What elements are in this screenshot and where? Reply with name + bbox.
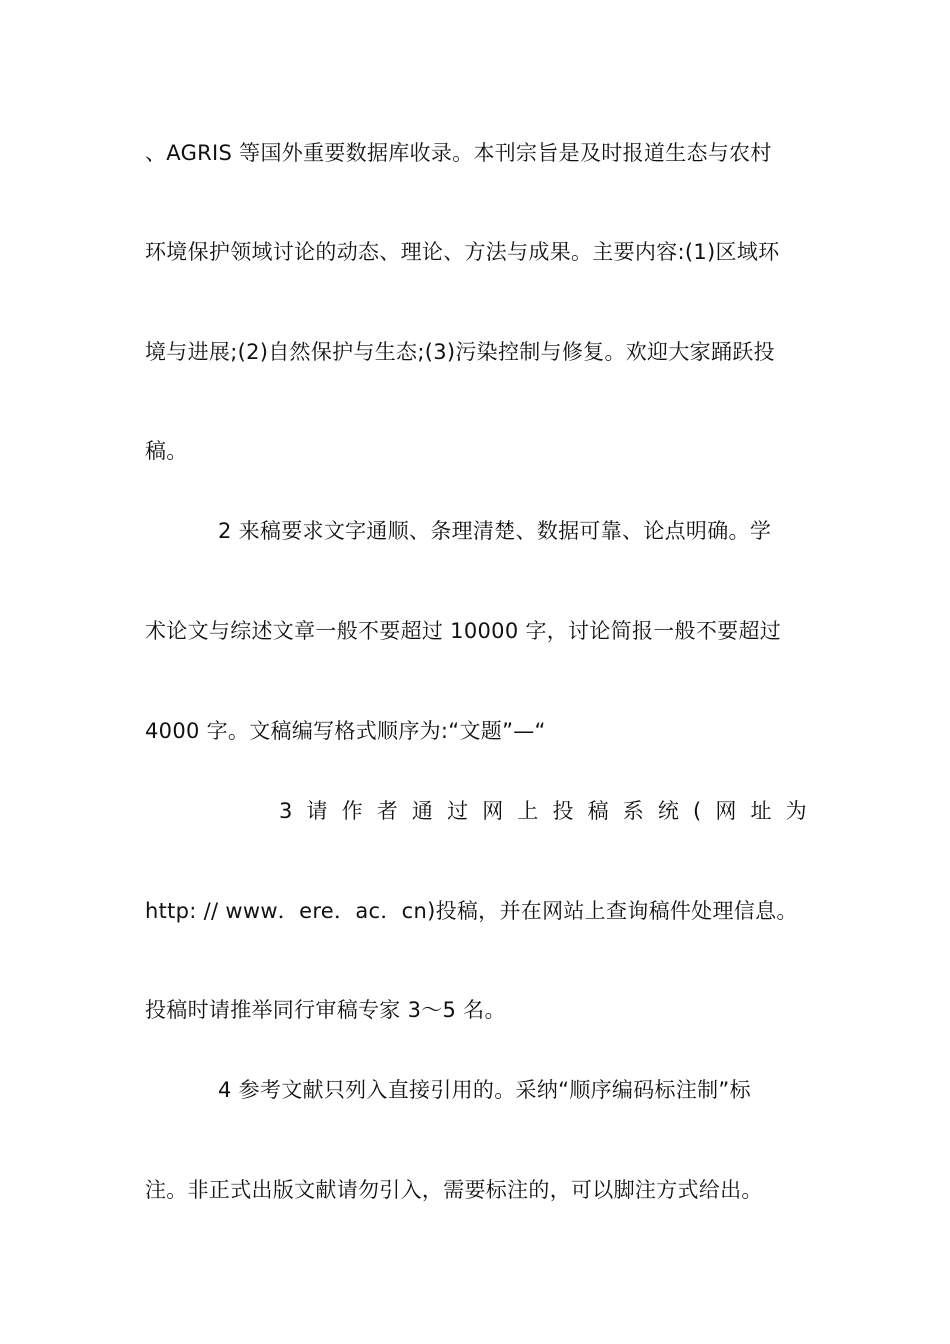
paragraph-first-line: 2 来稿要求文字通顺、条理清楚、数据可靠、论点明确。学 <box>218 519 772 543</box>
text-line: 投稿时请推举同行审稿专家 3～5 名。 <box>145 998 506 1022</box>
justified-char: 上 <box>517 799 539 823</box>
justified-char: 者 <box>376 799 399 823</box>
text-line: 稿。 <box>145 439 188 463</box>
justified-char: 作 <box>341 799 363 823</box>
justified-char: 通 <box>411 799 434 823</box>
text-line: 4000 字。文稿编写格式顺序为:“文题”—“ <box>145 719 546 743</box>
paragraph-first-line: 4 参考文献只列入直接引用的。采纳“顺序编码标注制”标 <box>218 1078 751 1102</box>
justified-char: 请 <box>306 799 328 823</box>
justified-char: 为 <box>785 799 807 823</box>
text-line: 环境保护领域讨论的动态、理论、方法与成果。主要内容:(1)区域环 <box>145 240 780 264</box>
justified-char: 系 <box>622 799 645 823</box>
text-line: 注。非正式出版文献请勿引入，需要标注的，可以脚注方式给出。 <box>145 1178 763 1202</box>
justified-char: ( <box>693 799 702 823</box>
paragraph-first-line-justified <box>279 796 807 826</box>
justified-char: 网 <box>715 799 737 823</box>
justified-char: 址 <box>750 799 772 823</box>
justified-char: 稿 <box>587 799 609 823</box>
text-line: 术论文与综述文章一般不要超过 10000 字，讨论简报一般不要超过 <box>145 619 782 643</box>
justified-char: 网 <box>482 799 504 823</box>
text-line: http: // www．ere．ac．cn)投稿，并在网站上查询稿件处理信息。 <box>145 899 798 923</box>
justified-char: 3 <box>279 799 293 823</box>
justified-char: 过 <box>447 799 469 823</box>
text-line: 境与进展;(2)自然保护与生态;(3)污染控制与修复。欢迎大家踊跃投 <box>145 340 775 364</box>
justified-char: 投 <box>552 799 574 823</box>
text-line: 、AGRIS 等国外重要数据库收录。本刊宗旨是及时报道生态与农村 <box>145 141 772 165</box>
justified-char: 统 <box>657 799 680 823</box>
